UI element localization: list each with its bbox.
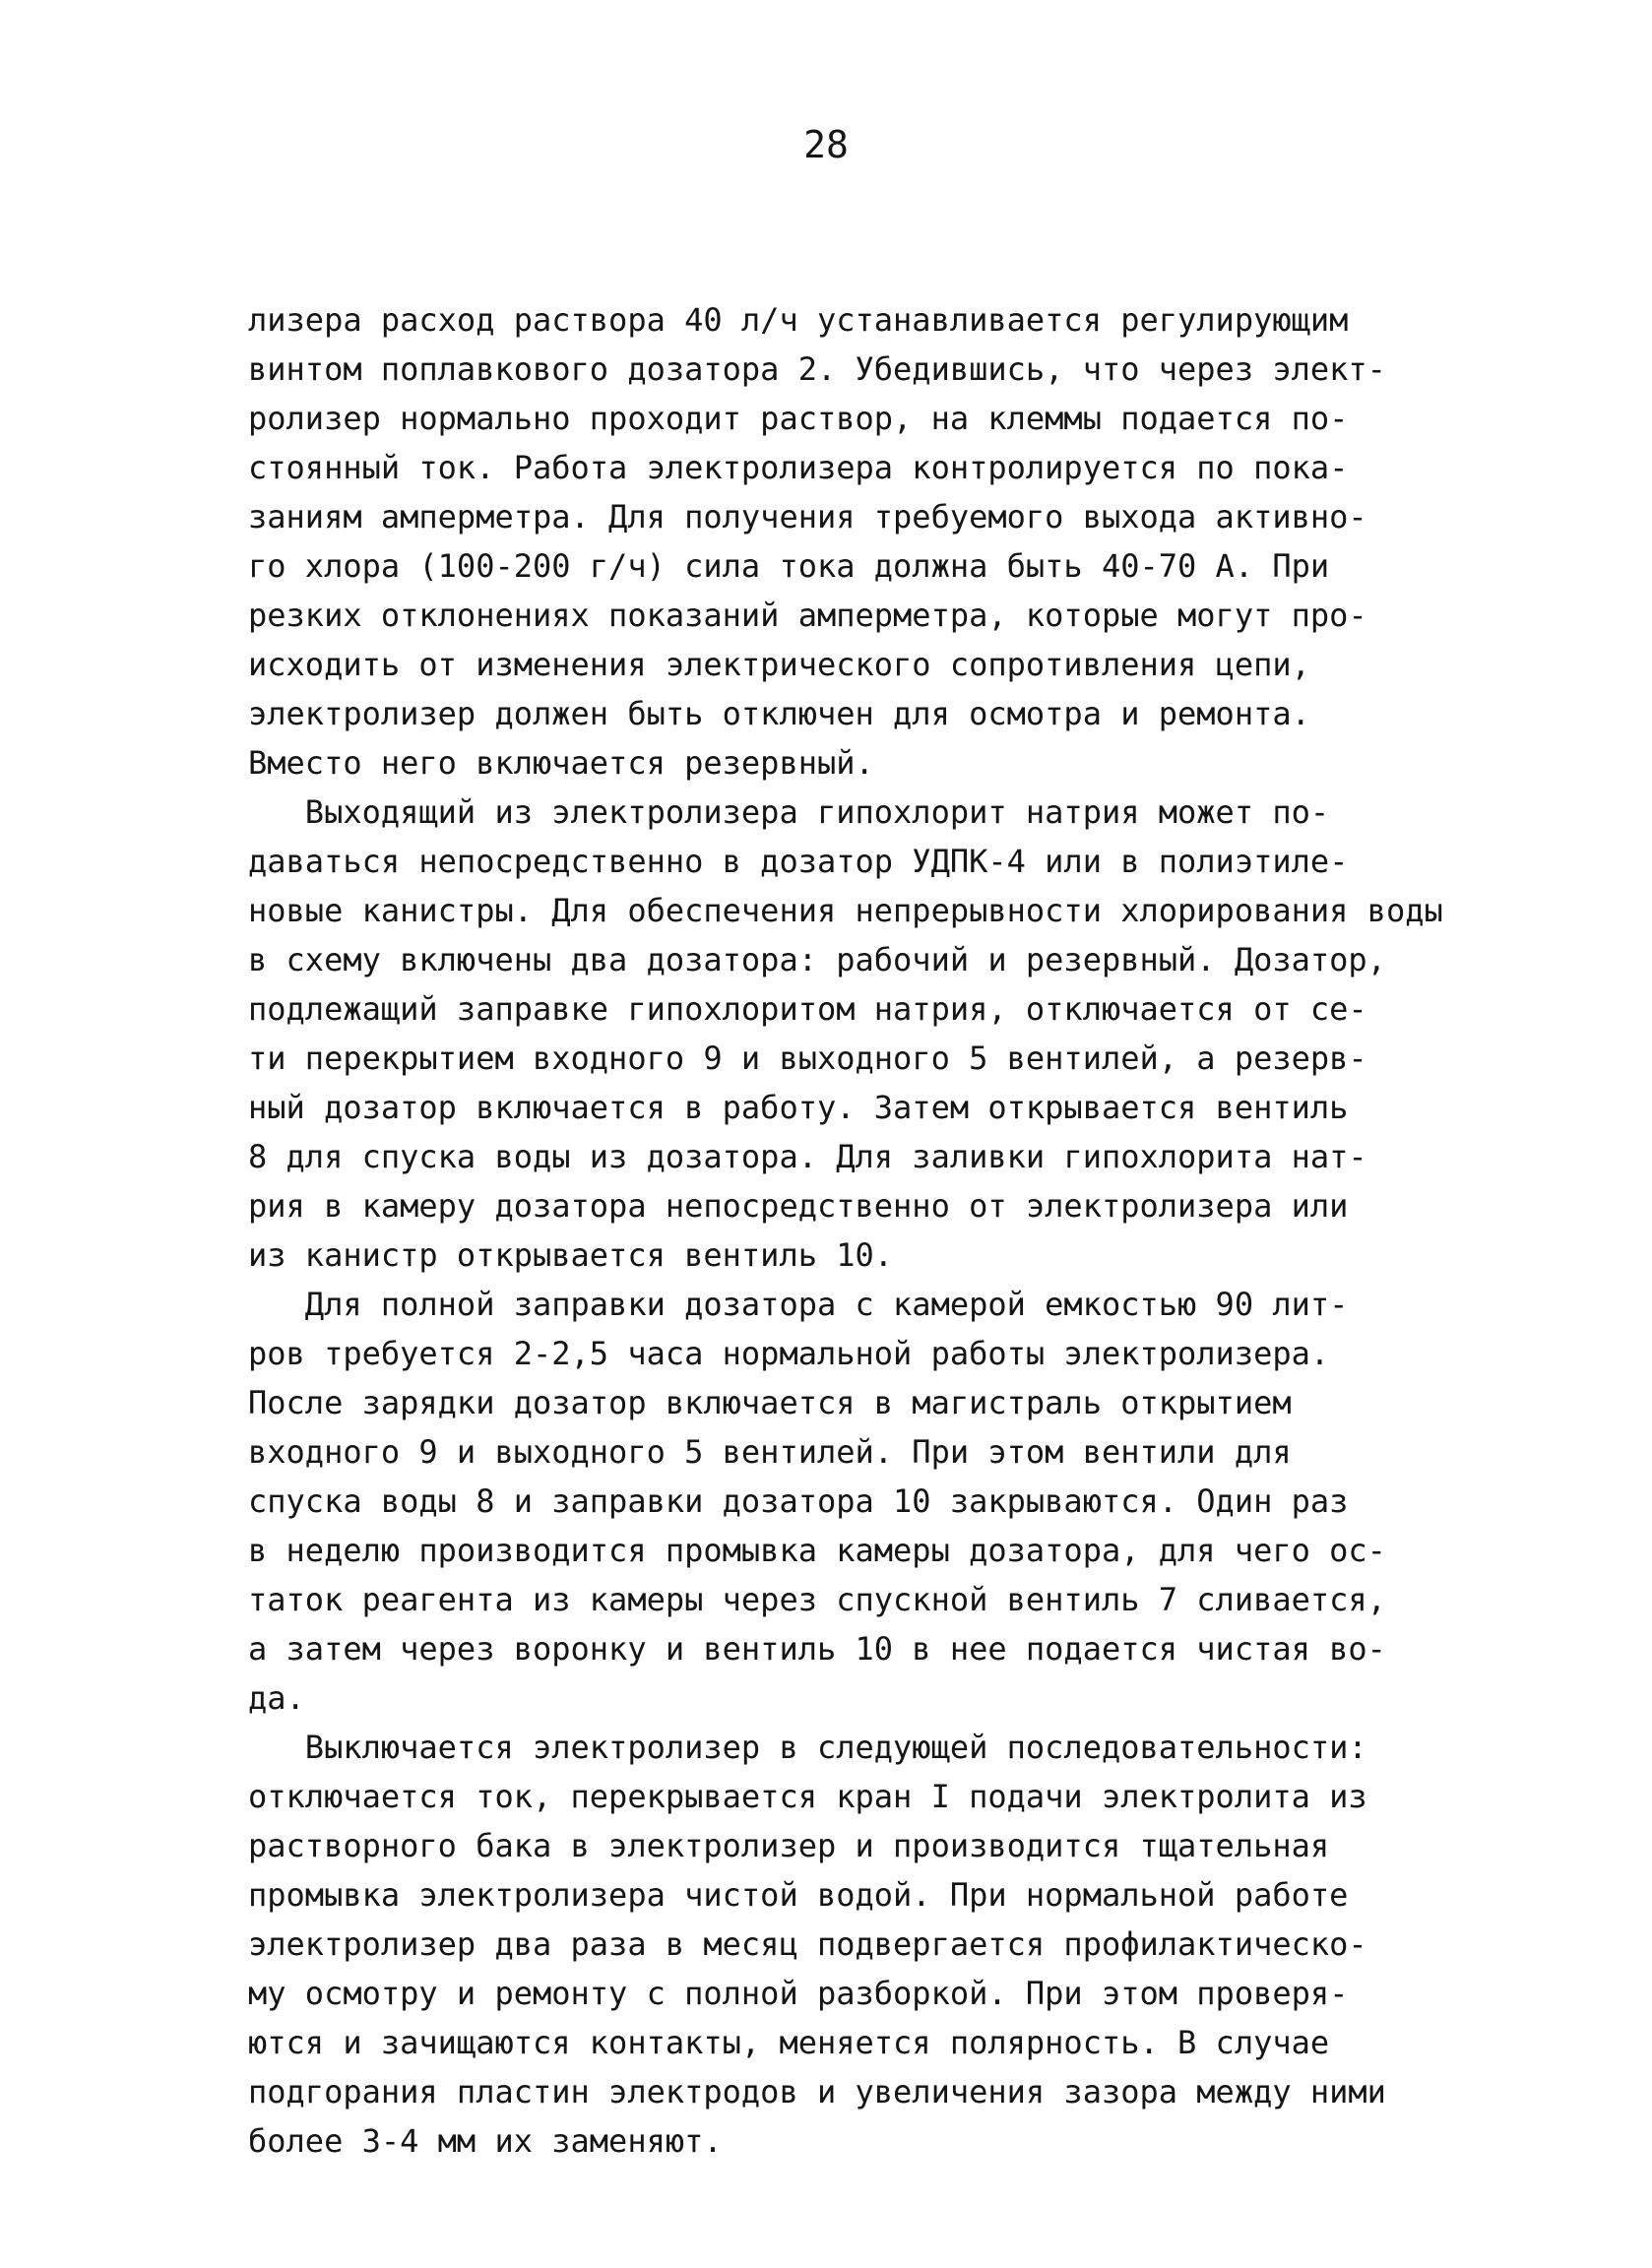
text-line: входного 9 и выходного 5 вентилей. При этом вентили для [248,1433,1292,1471]
text-line: подгорания пластин электродов и увеличения зазора между ними [248,2073,1386,2110]
text-line: растворного бака в электролизер и производится тщательная [248,1827,1330,1864]
text-line: му осмотру и ремонту с полной разборкой. При этом проверя- [248,1975,1349,2012]
paragraph-3 [248,1280,1528,1723]
text-line: ный дозатор включается в работу. Затем открывается вентиль [248,1089,1349,1126]
text-line: го хлора (100-200 г/ч) сила тока должна быть 40-70 А. При [248,547,1330,585]
page-number: 28 [803,123,849,166]
paragraph-4 [248,1723,1528,2166]
text-line: винтом поплавкового дозатора 2. Убедившись, что через элект- [248,350,1386,388]
text-line: После зарядки дозатор включается в магистраль открытием [248,1384,1292,1421]
text-line: отключается ток, перекрывается кран I подачи электролита из [248,1778,1367,1815]
text-line: ются и зачищаются контакты, меняется полярность. В случае [248,2024,1330,2061]
text-line: да. [248,1679,305,1717]
text-line: резких отклонениях показаний амперметра, которые могут про- [248,597,1367,634]
paragraph-2 [248,788,1528,1280]
text-line: даваться непосредственно в дозатор УДПК-4 или в полиэтиле- [248,843,1349,880]
text-line: Вместо него включается резервный. [248,744,874,782]
text-line: электролизер два раза в месяц подвергается профилактическо- [248,1925,1367,1963]
text-line: промывка электролизера чистой водой. При нормальной работе [248,1876,1349,1914]
text-line: исходить от изменения электрического сопротивления цепи, [248,646,1310,683]
text-line: из канистр открывается вентиль 10. [248,1236,894,1274]
text-line: Выключается электролизер в следующей последовательности: [248,1729,1367,1766]
text-line: 8 для спуска воды из дозатора. Для заливки гипохлорита нат- [248,1138,1367,1175]
text-line: лизера расход раствора 40 л/ч устанавливается регулирующим [248,301,1349,339]
text-line: более 3-4 мм их заменяют. [248,2122,723,2160]
text-line: электролизер должен быть отключен для осмотра и ремонта. [248,695,1310,732]
text-line: рия в камеру дозатора непосредственно от электролизера или [248,1187,1349,1225]
paragraph-1 [248,295,1528,788]
text-line: подлежащий заправке гипохлоритом натрия, отключается от се- [248,990,1367,1028]
text-line: спуска воды 8 и заправки дозатора 10 закрываются. Один раз [248,1482,1349,1520]
text-line: стоянный ток. Работа электролизера контролируется по пока- [248,449,1349,486]
text-line: Выходящий из электролизера гипохлорит натрия может по- [248,793,1330,831]
text-line: заниям амперметра. Для получения требуемого выхода активно- [248,498,1367,536]
text-line: ти перекрытием входного 9 и выходного 5 вентилей, а резерв- [248,1040,1367,1077]
text-line: в неделю производится промывка камеры дозатора, для чего ос- [248,1532,1386,1569]
text-line: ролизер нормально проходит раствор, на клеммы подается по- [248,400,1349,437]
text-line: в схему включены два дозатора: рабочий и резервный. Дозатор, [248,941,1386,978]
text-line: а затем через воронку и вентиль 10 в нее подается чистая во- [248,1630,1386,1668]
text-line: Для полной заправки дозатора с камерой емкостью 90 лит- [248,1286,1349,1323]
text-line: ров требуется 2-2,5 часа нормальной работы электролизера. [248,1335,1330,1372]
text-line: новые канистры. Для обеспечения непрерывности хлорирования воды [248,892,1443,929]
text-line: таток реагента из камеры через спускной вентиль 7 сливается, [248,1581,1386,1618]
